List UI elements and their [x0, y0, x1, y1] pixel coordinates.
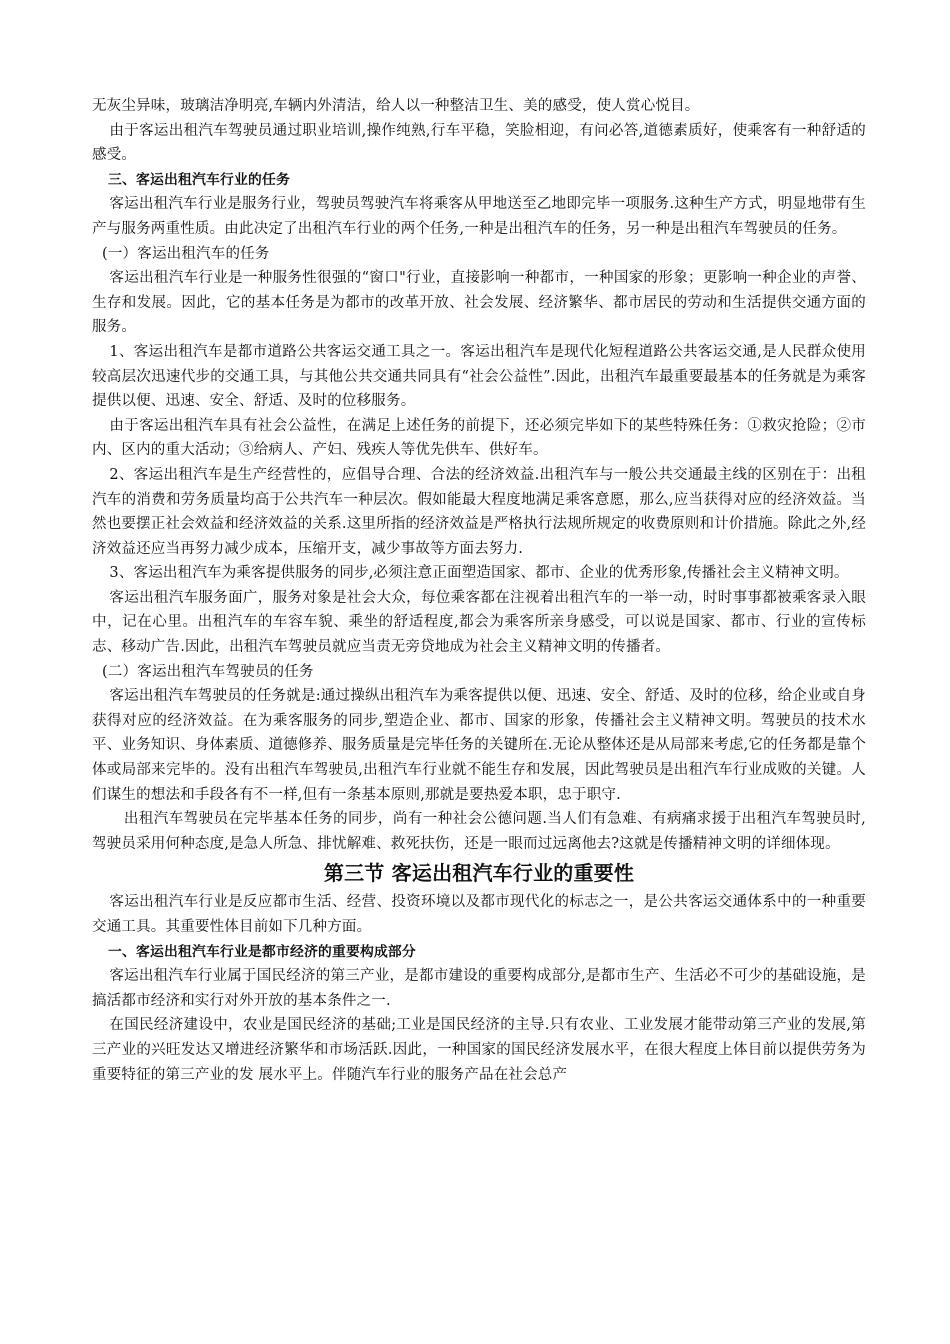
document-page	[92, 94, 866, 1087]
paragraph: 客运出租汽车行业是反应都市生活、经营、投资环境以及都市现代化的标志之一，是公共客运交通体系中的一种重要交通工具。其重要性体目前如下几种方面。	[92, 894, 866, 935]
paragraph: 客运出租汽车服务面广，服务对象是社会大众，每位乘客都在注视着出租汽车的一举一动，时时事事都被乘客录入眼中，记在心里。出租汽车的车容车貌、乘坐的舒适程度,都会为乘客所亲身感受，可以说是国家、都市、行业的宣传标志、移动广告.因此，出租汽车驾驶员就应当责无旁贷地成为社会主义精神文明的传播者。	[92, 589, 866, 656]
paragraph: 出租汽车驾驶员在完毕基本任务的同步，尚有一种社会公德问题.当人们有急难、有病痛求援于出租汽车驾驶员时,驾驶员采用何种态度,是急人所急、排忧解难、救死扶伤，还是一眼而过远离他去?这就是传播精神文明的详细体现。	[92, 811, 866, 852]
section-heading: 一、客运出租汽车行业是都市经济的重要构成部分	[108, 943, 416, 960]
paragraph: 客运出租汽车行业是一种服务性很强的“窗口"行业，直接影响一种都市，一种国家的形象；更影响一种企业的声誉、生存和发展。因此，它的基本任务是为都市的改革开放、社会发展、经济繁华、都市居民的劳动和生活提供交通方面的服务。	[92, 270, 866, 336]
paragraph: 客运出租汽车行业属于国民经济的第三产业，是都市建设的重要构成部分,是都市生产、生活必不可少的基础设施，是搞活都市经济和实行对外开放的基本条件之一.	[92, 968, 866, 1009]
paragraph: 1、客运出租汽车是都市道路公共客运交通工具之一。客运出租汽车是现代化短程道路公共客运交通,是人民群众使用较高层次迅速代步的交通工具，与其他公共交通共同具有“社会公益性”.因此，出租汽车最重要最基本的任务就是为乘客提供以便、迅速、安全、舒适、及时的位移服务。	[92, 343, 866, 410]
paragraph: 由于客运出租汽车驾驶员通过职业培训,操作纯熟,行车平稳，笑脸相迎，有问必答,道德素质好，使乘客有一种舒适的感受。	[92, 122, 866, 164]
paragraph: 客运出租汽车行业是服务行业，驾驶员驾驶汽车将乘客从甲地送至乙地即完毕一项服务.这种生产方式，明显地带有生产与服务两重性质。由此决定了出租汽车行业的两个任务,一种是出租汽车的任务，另一种是出租汽车驾驶员的任务。	[92, 196, 866, 237]
subsection-heading: (一）客运出租汽车的任务	[102, 245, 270, 262]
section-heading: 三、客运出租汽车行业的任务	[108, 171, 290, 188]
chapter-section-title: 第三节 客运出租汽车行业的重要性	[323, 861, 635, 886]
paragraph: 2、客运出租汽车是生产经营性的，应倡导合理、合法的经济效益.出租汽车与一般公共交通最主线的区别在于：出租汽车的消费和劳务质量均高于公共汽车一种层次。假如能最大程度地满足乘客意愿，那么,应当获得对应的经济效益。当然也要摆正社会效益和经济效益的关系.这里所指的经济效益是严格执行法规所规定的收费原则和计价措施。除此之外,经济效益还应当再努力减少成本，压缩开支，减少事故等方面去努力.	[92, 466, 867, 557]
subsection-heading: (二）客运出租汽车驾驶员的任务	[102, 663, 314, 680]
paragraph: 在国民经济建设中，农业是国民经济的基础;工业是国民经济的主导.只有农业、工业发展才能带动第三产业的发展,第三产业的兴旺发达又增进经济繁华和市场活跃.因此，一种国家的国民经济发展水平，在很大程度上体目前以提供劳务为重要特征的第三产业的发 展水平上。伴随汽车行业的服务产品在社会总产	[92, 1017, 866, 1083]
paragraph: 无灰尘异味，玻璃洁净明亮,车辆内外清洁，给人以一种整洁卫生、美的感受，使人赏心悦目。	[92, 98, 700, 114]
paragraph: 3、客运出租汽车为乘客提供服务的同步,必须注意正面塑造国家、都市、企业的优秀形象,传播社会主义精神文明。	[109, 565, 849, 582]
paragraph: 客运出租汽车驾驶员的任务就是:通过操纵出租汽车为乘客提供以便、迅速、安全、舒适、及时的位移，给企业或自身获得对应的经济效益。在为乘客服务的同步,塑造企业、都市、国家的形象，传播社会主义精神文明。驾驶员的技术水平、业务知识、身体素质、道德修养、服务质量是完毕任务的关键所在.无论从整体还是从局部来考虑,它的任务都是靠个体或局部来完毕的。没有出租汽车驾驶员,出租汽车行业就不能生存和发展，因此驾驶员是出租汽车行业成败的关键。人们谋生的想法和手段各有不一样,但有一条基本原则,那就是要热爱本职，忠于职守.	[92, 688, 867, 803]
paragraph: 由于客运出租汽车具有社会公益性，在满足上述任务的前提下，还必须完毕如下的某些特殊任务：①救灾抢险；②市内、区内的重大活动；③给病人、产妇、残疾人等优先供车、供好车。	[92, 417, 866, 459]
